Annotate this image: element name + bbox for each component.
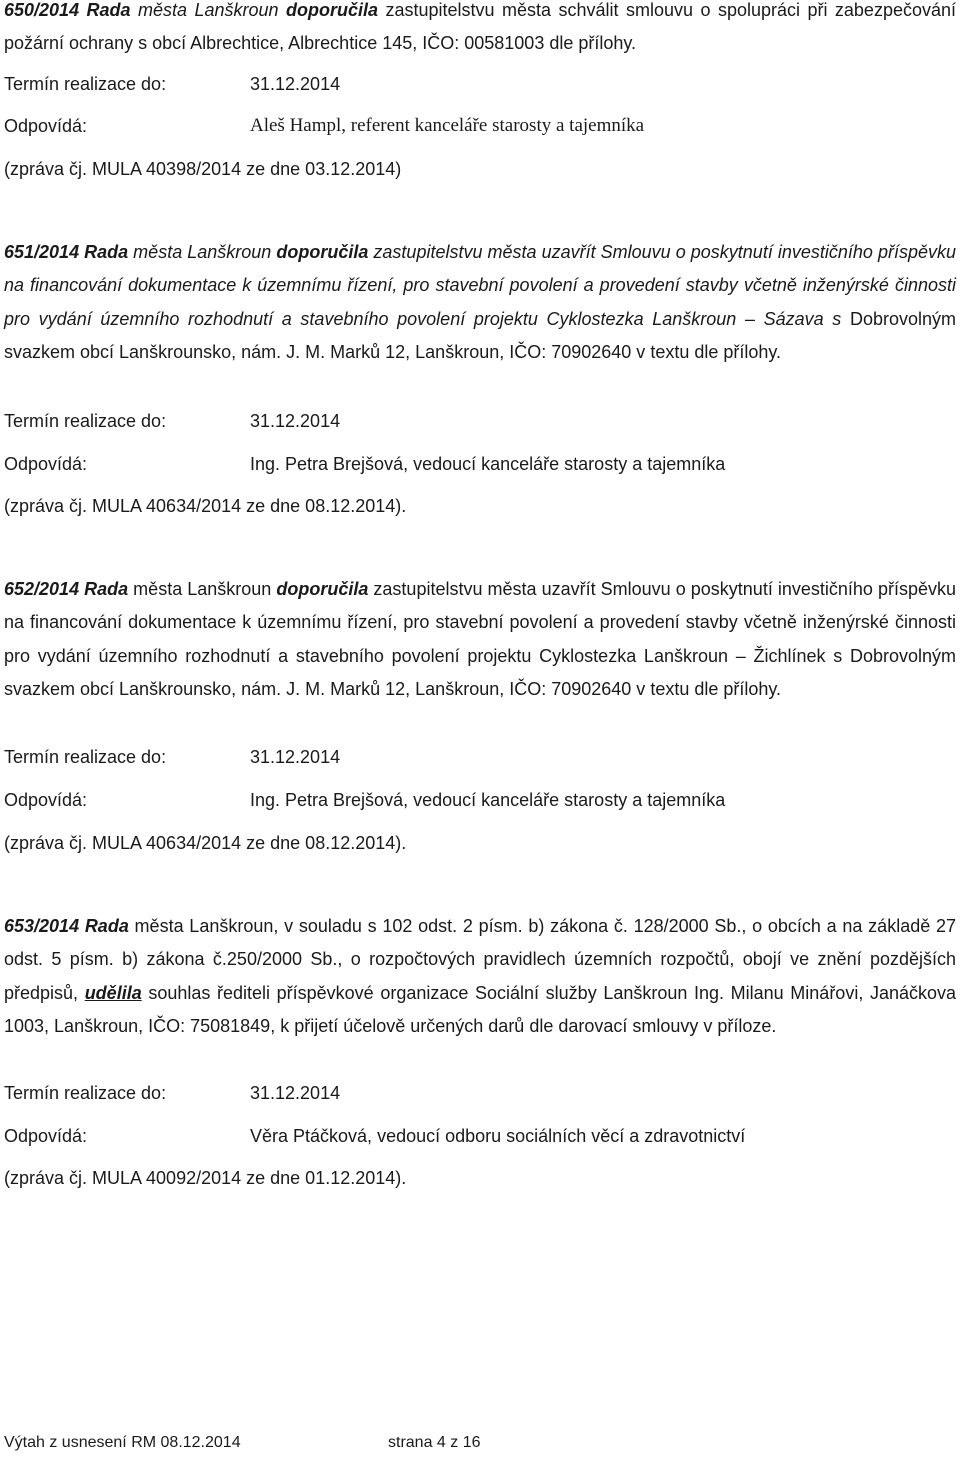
- page-footer: [4, 1432, 481, 1454]
- responsible-value: Věra Ptáčková, vedoucí odboru sociálních věcí a zdravotnictví: [250, 1126, 746, 1146]
- resolution-650-rada: Rada: [86, 0, 131, 20]
- resolution-651-text-part2: zastupitelstvu města uzavřít Smlouvu o poskytnutí investičního příspěvku na financování dokumentace k územnímu řízení, pro stavební povolení a provedení stavby včetně inženýrské činnosti pro vydání územního rozhodnutí a stavebního povolení projektu Cyklostezka Lanškroun – Sázava s: [4, 242, 956, 329]
- deadline-label: Termín realizace do:: [4, 1083, 167, 1103]
- responsible-value: Ing. Petra Brejšová, vedoucí kanceláře starosty a tajemníka: [250, 454, 726, 474]
- responsible-label: Odpovídá:: [4, 790, 88, 810]
- resolution-653-verb: udělila: [84, 982, 142, 1003]
- resolution-653-text-part1: města Lanškroun, v souladu s 102 odst. 2 písm. b) zákona č. 128/2000 Sb., o obcích a na základě 27 odst. 5 písm. b) zákona č.250/2000 Sb., o rozpočtových pravidlech územních rozpočtů, obojí ve znění pozdějších předpisů,: [4, 916, 956, 1003]
- resolution-652-number: 652/2014: [4, 579, 80, 599]
- resolution-651-text-part1: města Lanškroun: [128, 242, 277, 262]
- resolution-651-text-part3: Dobrovolným svazkem obcí Lanškrounsko, nám. J. M. Marků 12, Lanškroun, IČO: 70902640 v textu dle přílohy.: [4, 308, 956, 363]
- resolution-652-text-part2: zastupitelstvu města uzavřít Smlouvu o poskytnutí investičního příspěvku na financování dokumentace k územnímu řízení, pro stavební povolení a provedení stavby včetně inženýrské činnosti pro vydání územního rozhodnutí a stavebního povolení projektu Cyklostezka Lanškroun – Žichlínek s Dobrovolným svazkem obcí Lanškrounsko, nám. J. M. Marků 12, Lanškroun, IČO: 70902640 v textu dle přílohy.: [4, 579, 956, 700]
- resolution-651-verb: doporučila: [276, 242, 369, 262]
- responsible-label: Odpovídá:: [4, 454, 88, 474]
- resolution-652-rada: Rada: [84, 579, 129, 599]
- resolution-650-text: [4, 0, 956, 61]
- resolution-650-number: 650/2014: [4, 0, 80, 20]
- resolution-650-text-part1: města Lanškroun: [130, 0, 287, 20]
- deadline-label: Termín realizace do:: [4, 747, 167, 767]
- resolution-650-verb: doporučila: [286, 0, 379, 20]
- resolution-653-report: (zpráva čj. MULA 40092/2014 ze dne 01.12.2014).: [4, 1168, 407, 1188]
- page-number: strana 4 z 16: [388, 1434, 481, 1451]
- resolution-652-verb: doporučila: [276, 579, 369, 599]
- resolution-651-number: 651/2014: [4, 242, 80, 262]
- resolution-650-report: (zpráva čj. MULA 40398/2014 ze dne 03.12.2014): [4, 159, 402, 179]
- responsible-value: Ing. Petra Brejšová, vedoucí kanceláře starosty a tajemníka: [250, 790, 726, 810]
- deadline-value: 31.12.2014: [250, 74, 341, 94]
- deadline-value: 31.12.2014: [250, 1083, 341, 1103]
- deadline-value: 31.12.2014: [250, 411, 341, 431]
- deadline-value: 31.12.2014: [250, 747, 341, 767]
- footer-title: Výtah z usnesení RM 08.12.2014: [4, 1434, 241, 1451]
- resolution-653-number: 653/2014: [4, 916, 80, 936]
- responsible-label: Odpovídá:: [4, 1126, 88, 1146]
- resolution-652-text-part1: města Lanškroun: [128, 579, 277, 599]
- resolution-653-rada: Rada: [84, 916, 129, 936]
- responsible-label: Odpovídá:: [4, 116, 88, 136]
- deadline-label: Termín realizace do:: [4, 74, 167, 94]
- resolution-653-text-part2: souhlas řediteli příspěvkové organizace Sociální služby Lanškroun Ing. Milanu Minářovi, Janáčkova 1003, Lanškroun, IČO: 75081849, k přijetí účelově určených darů dle darovací smlouvy v příloze.: [4, 982, 956, 1037]
- resolution-652-report: (zpráva čj. MULA 40634/2014 ze dne 08.12.2014).: [4, 833, 407, 853]
- resolution-653-text: [4, 910, 956, 1044]
- resolution-650-text-part2: zastupitelstvu města schválit smlouvu o spolupráci při zabezpečování požární ochrany s obcí Albrechtice, Albrechtice 145, IČO: 00581003 dle přílohy.: [4, 0, 956, 54]
- resolution-651-text: [4, 236, 956, 370]
- resolution-651-rada: Rada: [84, 242, 129, 262]
- resolution-652-text: [4, 573, 956, 707]
- responsible-value: Aleš Hampl, referent kanceláře starosty a tajemníka: [250, 115, 645, 136]
- resolution-651-report: (zpráva čj. MULA 40634/2014 ze dne 08.12.2014).: [4, 496, 407, 516]
- deadline-label: Termín realizace do:: [4, 411, 167, 431]
